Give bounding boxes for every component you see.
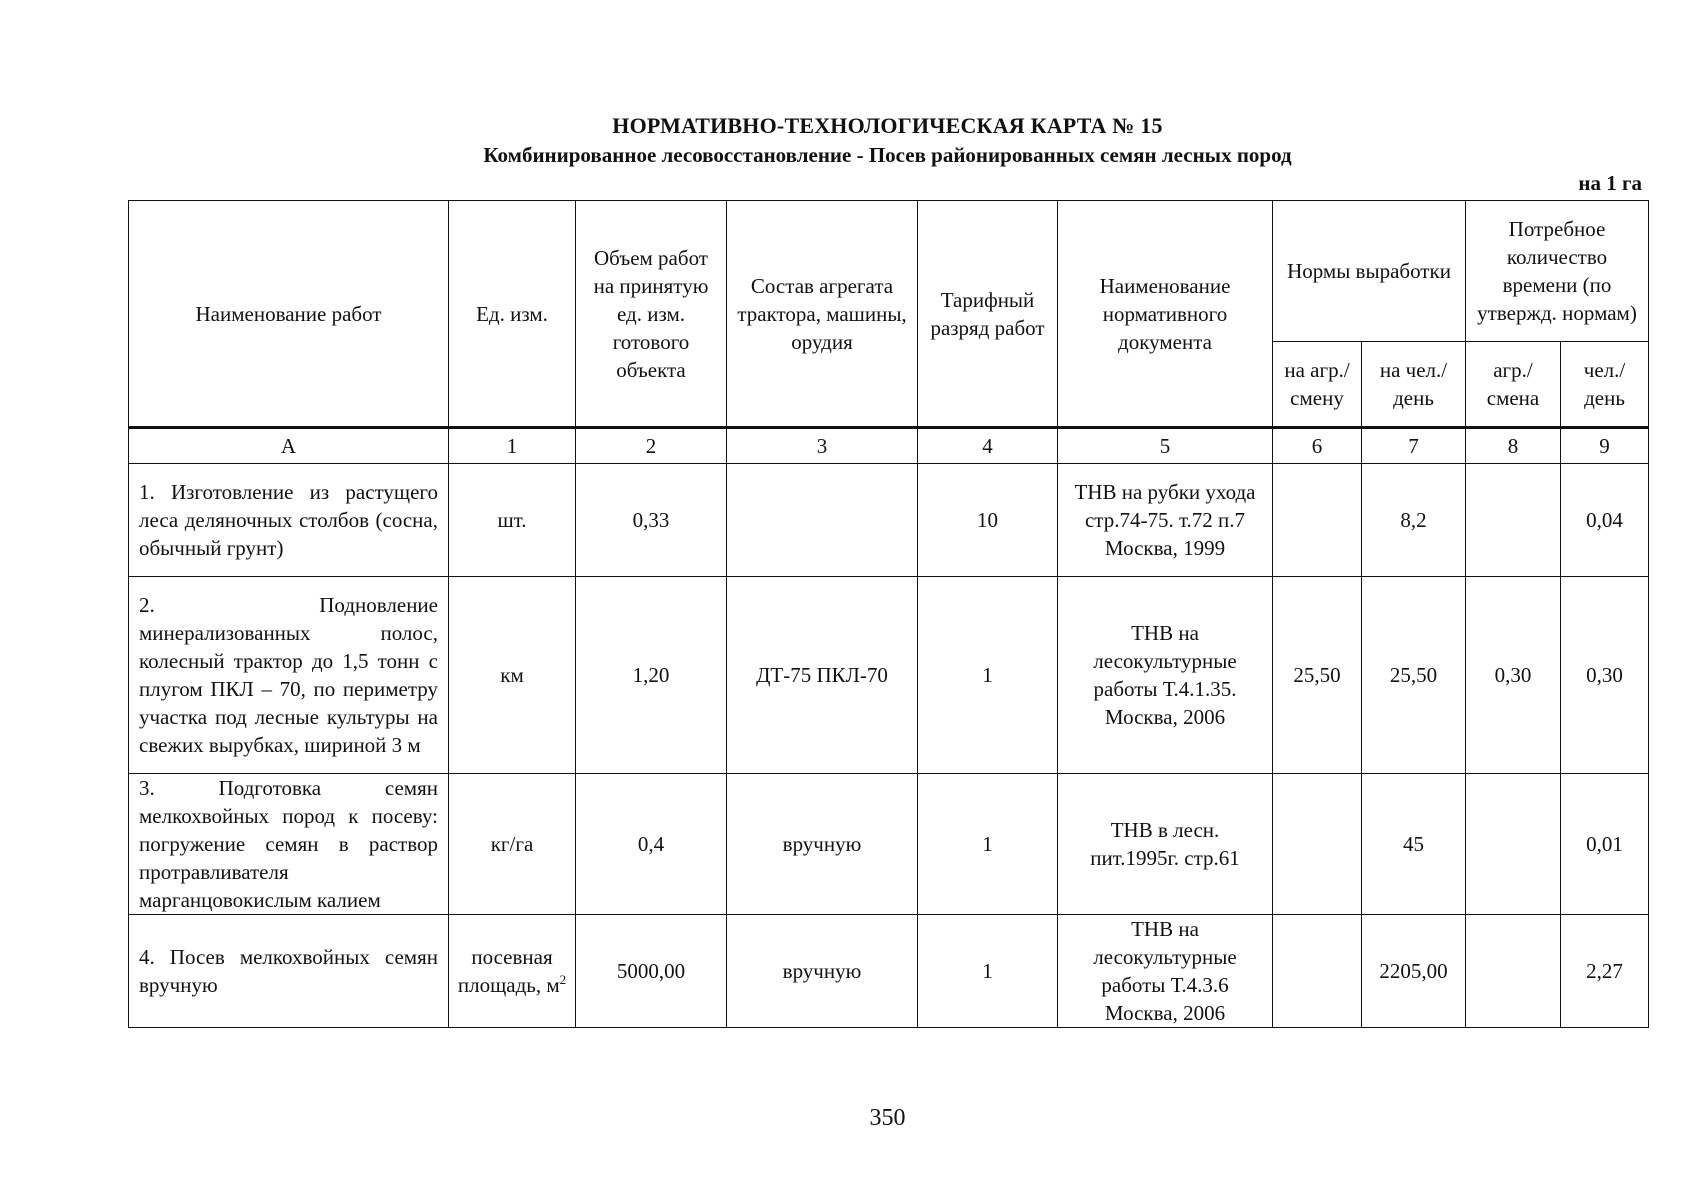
unit-text: посевная площадь, м xyxy=(457,945,560,997)
column-number: 6 xyxy=(1273,428,1362,464)
norm-person-cell: 25,50 xyxy=(1362,577,1466,774)
header-output-norms: Нормы выработки xyxy=(1273,201,1466,342)
document-cell: ТНВ на рубки ухода стр.74-75. т.72 п.7 Москва, 1999 xyxy=(1058,464,1273,577)
header-unit-shift: агр./ смена xyxy=(1466,342,1561,428)
grade-cell: 1 xyxy=(918,915,1058,1028)
unit-note: на 1 га xyxy=(1578,171,1642,195)
time-unit-cell: 0,30 xyxy=(1466,577,1561,774)
grade-cell: 1 xyxy=(918,774,1058,915)
header-unit-composition: Состав агрегата трактора, машины, орудия xyxy=(727,201,918,428)
header-per-unit-shift: на агр./ смену xyxy=(1273,342,1362,428)
table-row xyxy=(129,774,1649,915)
volume-cell: 0,33 xyxy=(576,464,727,577)
column-number: 4 xyxy=(918,428,1058,464)
header-per-person-day: на чел./ день xyxy=(1362,342,1466,428)
unit-cell xyxy=(449,915,576,1028)
unit-cell: км xyxy=(449,577,576,774)
column-number: 9 xyxy=(1561,428,1649,464)
work-name-cell: 3. Подготовка семян мелкохвойных пород к посеву: погружение семян в раствор протравливателя марганцовокислым калием xyxy=(129,774,449,915)
volume-cell: 5000,00 xyxy=(576,915,727,1028)
time-person-cell: 0,04 xyxy=(1561,464,1649,577)
column-number: 7 xyxy=(1362,428,1466,464)
header-tariff-grade: Тарифный разряд работ xyxy=(918,201,1058,428)
column-number: А xyxy=(129,428,449,464)
unit-cell: шт. xyxy=(449,464,576,577)
norm-unit-cell: 25,50 xyxy=(1273,577,1362,774)
column-number: 3 xyxy=(727,428,918,464)
work-name-cell: 1. Изготовление из растущего леса деляночных столбов (сосна, обычный грунт) xyxy=(129,464,449,577)
norm-unit-cell xyxy=(1273,774,1362,915)
time-unit-cell xyxy=(1466,774,1561,915)
unit-superscript: 2 xyxy=(559,972,567,987)
column-number-row xyxy=(129,428,1649,464)
time-person-cell: 0,01 xyxy=(1561,774,1649,915)
document-cell: ТНВ на лесокультурные работы Т.4.1.35. Москва, 2006 xyxy=(1058,577,1273,774)
norm-person-cell: 2205,00 xyxy=(1362,915,1466,1028)
header-work-name: Наименование работ xyxy=(129,201,449,428)
composition-cell xyxy=(727,464,918,577)
table-row xyxy=(129,577,1649,774)
column-number: 2 xyxy=(576,428,727,464)
header-unit: Ед. изм. xyxy=(449,201,576,428)
header-volume: Объем работ на принятую ед. изм. готового объекта xyxy=(576,201,727,428)
column-number: 5 xyxy=(1058,428,1273,464)
table-row xyxy=(129,464,1649,577)
document-cell: ТНВ в лесн. пит.1995г. стр.61 xyxy=(1058,774,1273,915)
work-name-cell: 4. Посев мелкохвойных семян вручную xyxy=(129,915,449,1028)
header-norm-document: Наименование нормативного документа xyxy=(1058,201,1273,428)
composition-cell: ДТ-75 ПКЛ-70 xyxy=(727,577,918,774)
header-person-day: чел./ день xyxy=(1561,342,1649,428)
grade-cell: 1 xyxy=(918,577,1058,774)
composition-cell: вручную xyxy=(727,915,918,1028)
composition-cell: вручную xyxy=(727,774,918,915)
work-name-cell: 2. Подновление минерализованных полос, колесный трактор до 1,5 тонн с плугом ПКЛ – 70, по периметру участка под лесные культуры на свежих вырубках, шириной 3 м xyxy=(129,577,449,774)
unit-cell: кг/га xyxy=(449,774,576,915)
page-number: 350 xyxy=(869,1105,906,1131)
norm-person-cell: 8,2 xyxy=(1362,464,1466,577)
volume-cell: 1,20 xyxy=(576,577,727,774)
page-title: НОРМАТИВНО-ТЕХНОЛОГИЧЕСКАЯ КАРТА № 15 xyxy=(612,113,1163,138)
grade-cell: 10 xyxy=(918,464,1058,577)
time-person-cell: 2,27 xyxy=(1561,915,1649,1028)
norm-table xyxy=(128,200,1649,1028)
time-unit-cell xyxy=(1466,915,1561,1028)
column-number: 1 xyxy=(449,428,576,464)
column-number: 8 xyxy=(1466,428,1561,464)
norm-unit-cell xyxy=(1273,915,1362,1028)
document-cell: ТНВ на лесокультурные работы Т.4.3.6 Москва, 2006 xyxy=(1058,915,1273,1028)
norm-unit-cell xyxy=(1273,464,1362,577)
page-subtitle: Комбинированное лесовосстановление - Посев районированных семян лесных пород xyxy=(483,143,1292,167)
norm-person-cell: 45 xyxy=(1362,774,1466,915)
time-unit-cell xyxy=(1466,464,1561,577)
header-row-1 xyxy=(129,201,1649,342)
table-row xyxy=(129,915,1649,1028)
time-person-cell: 0,30 xyxy=(1561,577,1649,774)
volume-cell: 0,4 xyxy=(576,774,727,915)
header-time-required: Потребное количество времени (по утвержд. нормам) xyxy=(1466,201,1649,342)
